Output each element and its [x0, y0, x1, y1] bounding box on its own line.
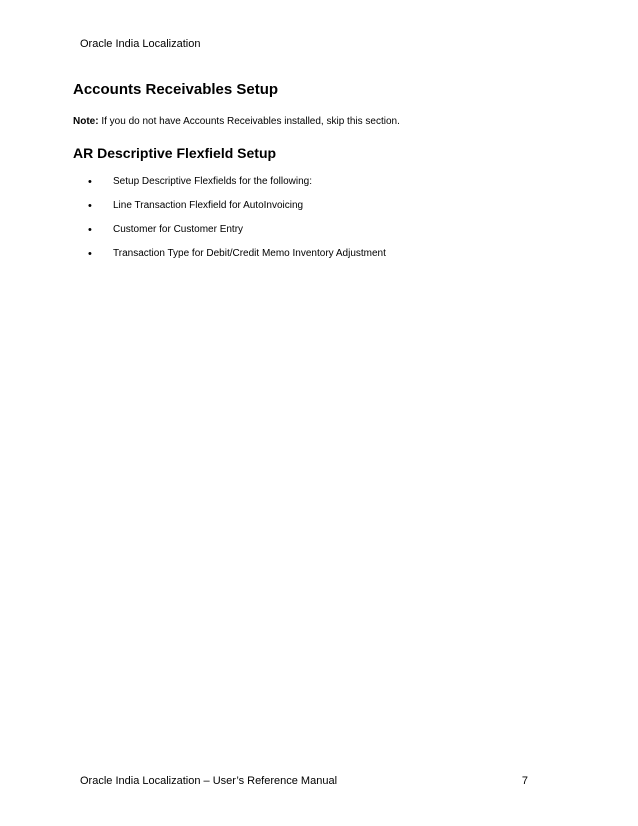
bullet-icon: •: [88, 224, 92, 236]
list-item-text: Transaction Type for Debit/Credit Memo Inventory Adjustment: [113, 248, 386, 259]
list-item-text: Customer for Customer Entry: [113, 224, 244, 235]
page-footer: [80, 775, 528, 787]
running-header: Oracle India Localization: [80, 38, 201, 50]
list-item: [88, 248, 386, 272]
bullet-icon: •: [88, 176, 92, 188]
bullet-list: [88, 176, 386, 272]
footer-text: Oracle India Localization – User’s Reference Manual: [80, 775, 338, 787]
list-item: [88, 176, 386, 200]
subsection-heading: AR Descriptive Flexfield Setup: [73, 145, 277, 161]
page-number: 7: [521, 775, 528, 787]
list-item-text: Setup Descriptive Flexfields for the following:: [113, 176, 312, 187]
note-text: If you do not have Accounts Receivables installed, skip this section.: [98, 116, 400, 127]
section-heading: Accounts Receivables Setup: [73, 81, 279, 98]
bullet-icon: •: [88, 200, 92, 212]
bullet-icon: •: [88, 248, 92, 260]
note-label: Note:: [73, 116, 99, 127]
list-item: [88, 200, 386, 224]
list-item-text: Line Transaction Flexfield for AutoInvoicing: [113, 200, 304, 211]
note-paragraph: [73, 116, 400, 127]
list-item: [88, 224, 386, 248]
